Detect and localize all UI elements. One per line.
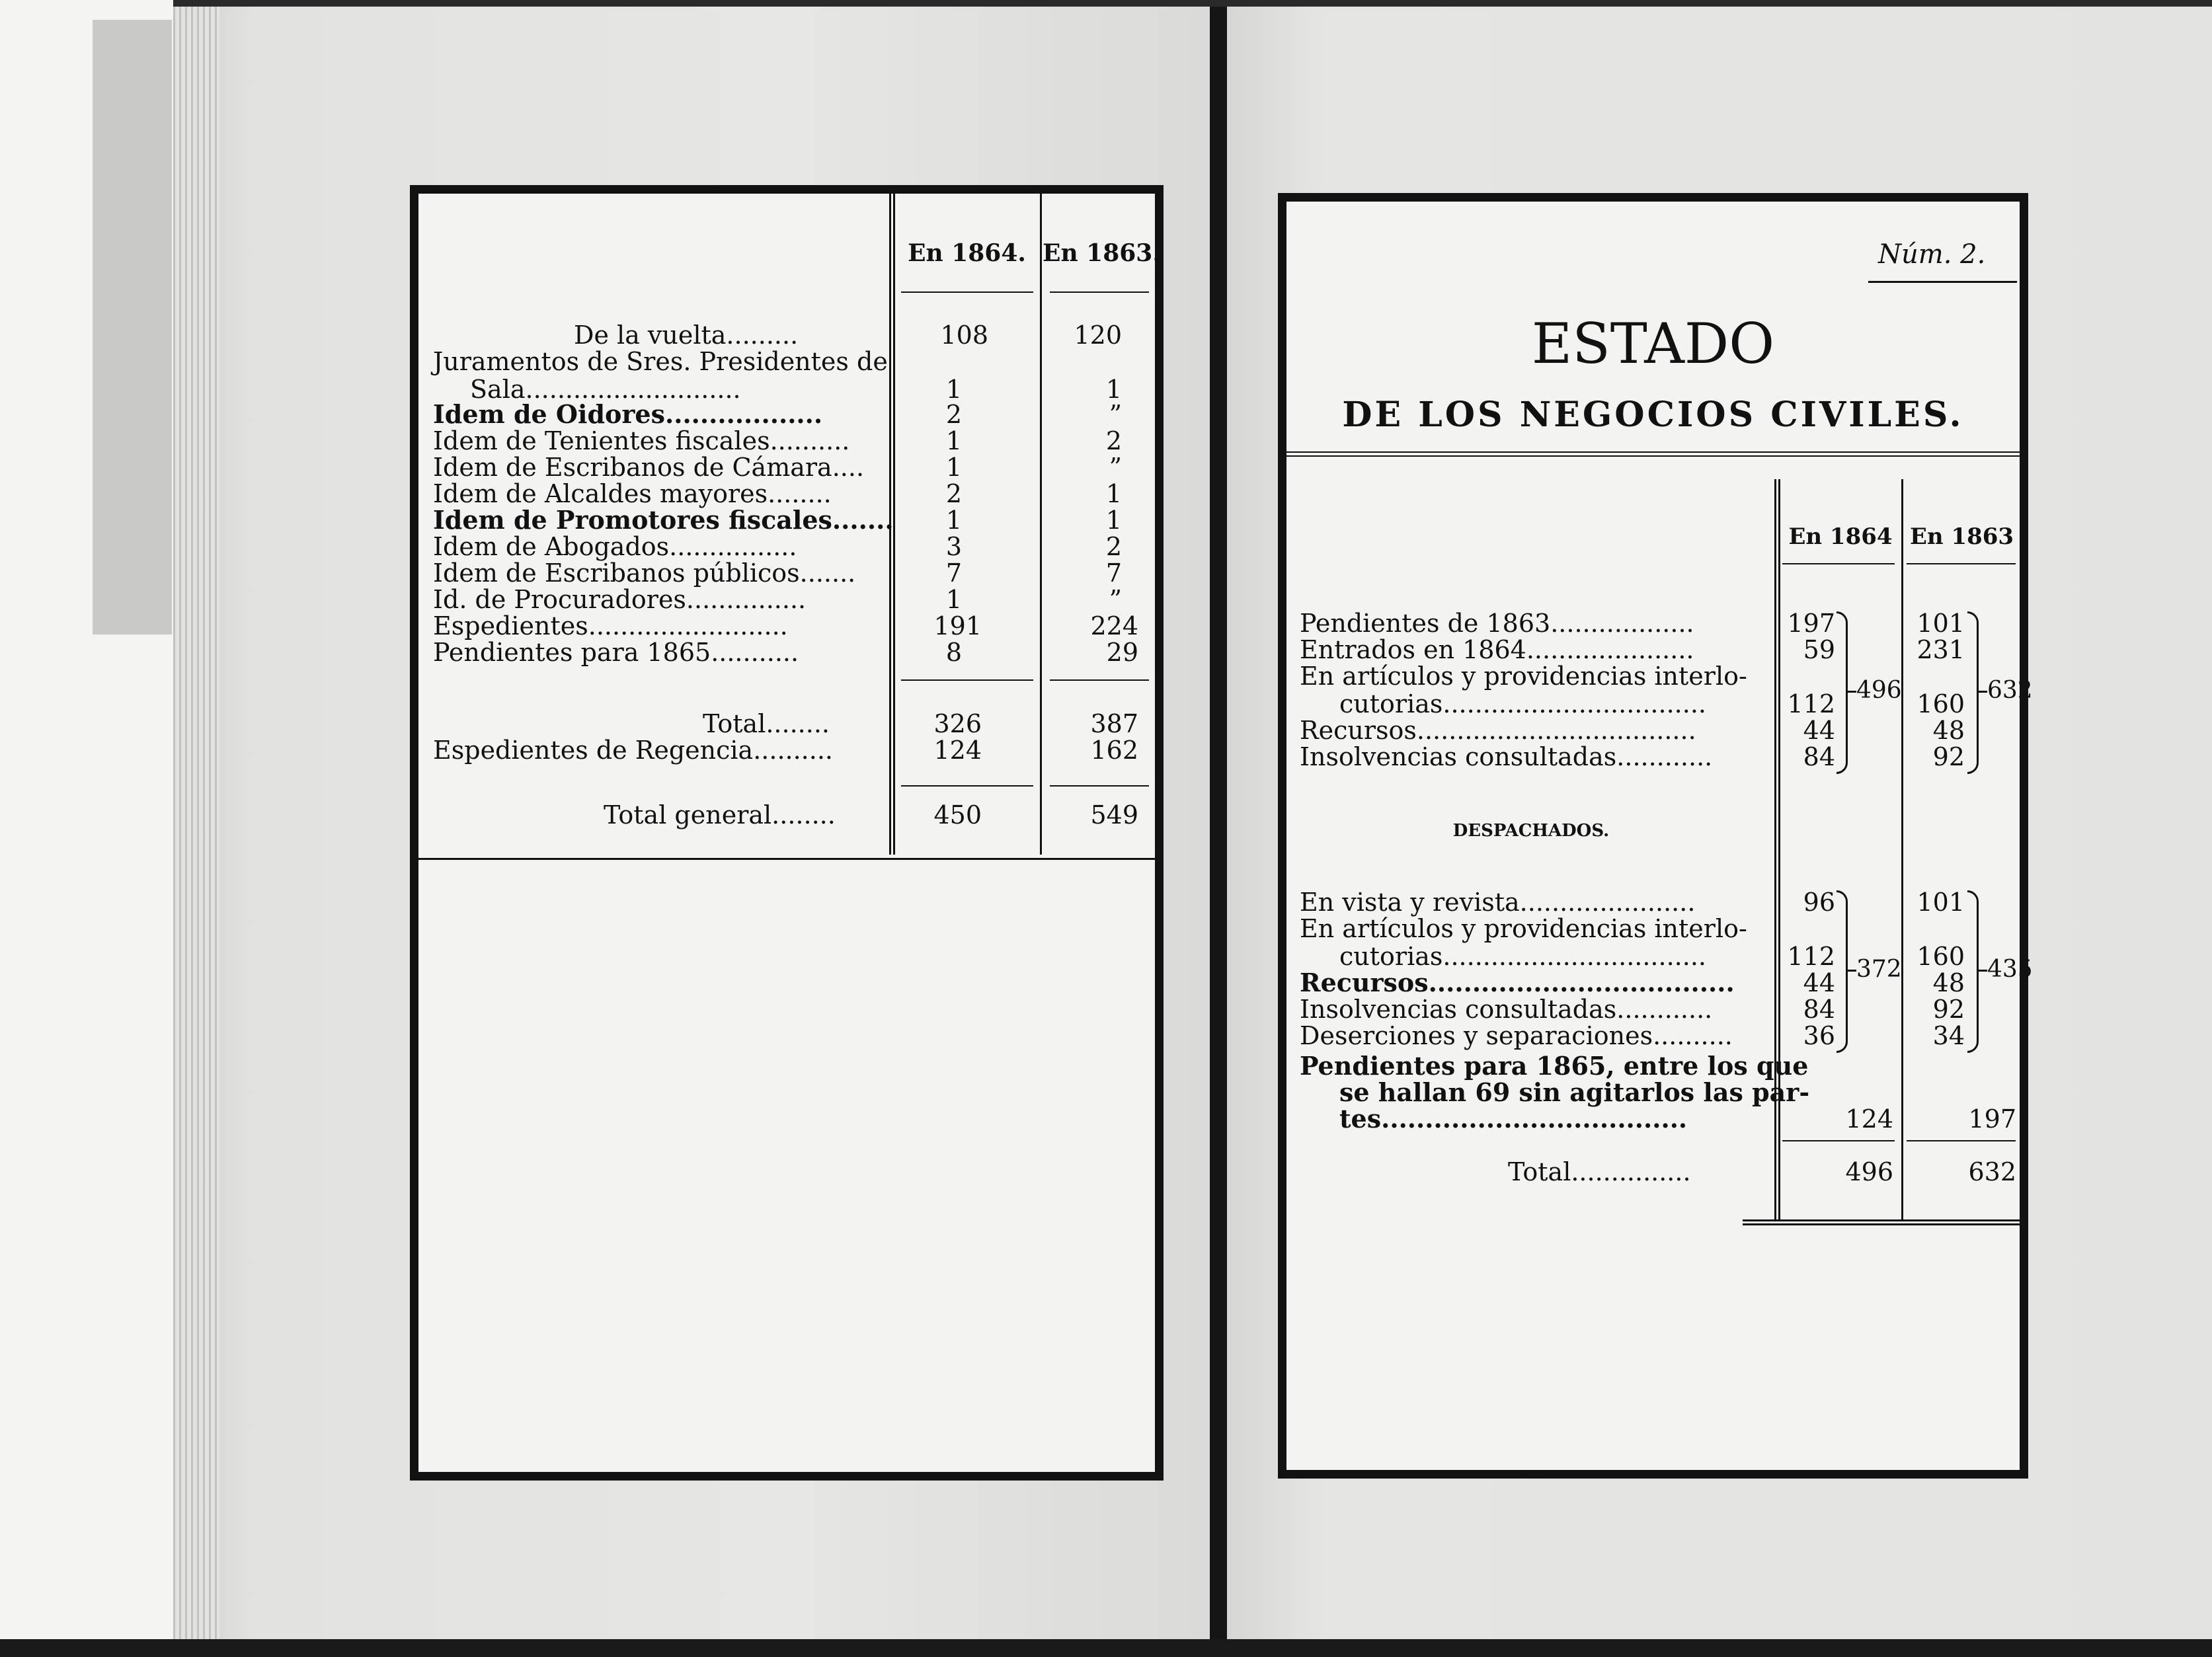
right-bottom-rule <box>1743 1219 2020 1221</box>
row-v1863: 2 <box>1105 532 1122 561</box>
book-gutter <box>1210 0 1227 1657</box>
right-total-rule-1 <box>1782 1140 1895 1141</box>
right-col-divider-2 <box>1901 479 1903 1219</box>
row-v1864: 1 <box>945 585 962 614</box>
despachados-brace-tip-1864 <box>1846 970 1856 972</box>
entrados-row-v1863: 48 <box>1932 716 1965 745</box>
row-label: Idem de Abogados................ <box>433 532 797 561</box>
page-number-rule <box>1868 281 2017 283</box>
despachados-row-label: Insolvencias consultadas............ <box>1300 995 1713 1024</box>
row-v1863: 120 <box>1074 321 1122 350</box>
entrados-row-v1863: 231 <box>1916 635 1965 664</box>
row-v1864: 2 <box>945 400 962 429</box>
right-col-divider-1 <box>1774 479 1776 1219</box>
entrados-row-v1863: 160 <box>1916 689 1965 718</box>
right-header-rule-1 <box>1782 563 1895 564</box>
despachados-row-label: En vista y revista...................... <box>1300 888 1696 917</box>
despachados-row-v1864: 84 <box>1803 995 1835 1024</box>
row-v1864: 1 <box>945 426 962 455</box>
right-table-frame <box>1278 193 2033 1479</box>
entrados-row-label: cutorias................................. <box>1339 689 1706 718</box>
right-col-divider-1b <box>1778 479 1780 1219</box>
entrados-row-v1864: 44 <box>1803 716 1835 745</box>
right-bottom-rule-2 <box>1743 1223 2020 1225</box>
left-regencia-1863: 162 <box>1090 736 1138 765</box>
row-label: Idem de Escribanos públicos....... <box>433 559 856 588</box>
row-label: Idem de Promotores fiscales....... <box>433 505 894 535</box>
row-v1864: 1 <box>945 375 962 404</box>
left-col-divider-2 <box>1040 194 1042 855</box>
entrados-row-label: Pendientes de 1863.................. <box>1300 609 1694 638</box>
right-header-rule-2 <box>1907 563 2016 564</box>
entrados-row-label: Insolvencias consultadas............ <box>1300 742 1713 771</box>
right-top-rule-2 <box>1286 455 2020 457</box>
page-edges <box>173 0 219 1639</box>
entrados-sum-1863: 632 <box>1987 677 2033 704</box>
right-total-rule-2 <box>1907 1140 2016 1141</box>
row-v1863: 1 <box>1105 506 1122 535</box>
left-total-1864: 326 <box>933 709 982 738</box>
left-header-rule-1 <box>901 291 1033 293</box>
entrados-row-label: Entrados en 1864..................... <box>1300 635 1694 664</box>
row-v1864: 8 <box>945 638 962 667</box>
row-label: Idem de Escribanos de Cámara.... <box>433 453 865 482</box>
entrados-brace-1863 <box>1967 611 1979 774</box>
despachados-row-label: cutorias................................. <box>1339 942 1706 971</box>
left-header-rule-2 <box>1050 291 1149 293</box>
left-grand-total-1864: 450 <box>933 800 982 829</box>
row-label: De la vuelta......... <box>574 321 799 350</box>
row-label: Juramentos de Sres. Presidentes de <box>433 347 888 376</box>
row-v1864: 7 <box>945 559 962 588</box>
pendientes-v1863: 197 <box>1968 1104 2016 1134</box>
row-v1864: 3 <box>945 532 962 561</box>
subtitle-negocios: DE LOS NEGOCIOS CIVILES. <box>1342 395 1964 435</box>
left-total-label: Total........ <box>703 709 830 738</box>
entrados-row-v1863: 101 <box>1916 609 1965 638</box>
left-grand-total-1863: 549 <box>1090 800 1138 829</box>
entrados-row-v1863: 92 <box>1932 742 1965 771</box>
left-table-frame <box>410 185 1164 1481</box>
left-grand-total-label: Total general........ <box>604 800 836 829</box>
despachados-brace-1864 <box>1837 890 1848 1053</box>
row-v1864: 1 <box>945 506 962 535</box>
entrados-row-label: En artículos y providencias interlo- <box>1300 662 1747 691</box>
pendientes-line-3: tes................................... <box>1339 1104 1688 1134</box>
despachados-row-v1864: 36 <box>1803 1021 1835 1050</box>
row-label: Id. de Procuradores............... <box>433 585 807 614</box>
row-v1863: 1 <box>1105 375 1122 404</box>
entrados-brace-tip-1864 <box>1846 691 1856 693</box>
left-header-1863: En 1863. <box>1043 239 1161 267</box>
row-v1864: 108 <box>940 321 988 350</box>
pendientes-line-1: Pendientes para 1865, entre los que <box>1300 1051 1809 1081</box>
pendientes-v1864: 124 <box>1845 1104 1893 1134</box>
right-total-1864: 496 <box>1845 1157 1893 1186</box>
left-bottom-rule <box>418 858 1155 860</box>
despachados-row-v1864: 44 <box>1803 968 1835 997</box>
left-regencia-label: Espedientes de Regencia.......... <box>433 736 833 765</box>
section-despachados: DESPACHADOS. <box>1452 821 1610 841</box>
despachados-row-v1863: 160 <box>1916 942 1965 971</box>
pendientes-line-2: se hallan 69 sin agitarlos las par- <box>1339 1077 1810 1107</box>
despachados-row-v1864: 96 <box>1803 888 1835 917</box>
despachados-row-label: En artículos y providencias interlo- <box>1300 914 1747 943</box>
entrados-row-label: Recursos................................... <box>1300 716 1696 745</box>
row-label: Idem de Oidores.................. <box>433 399 823 429</box>
despachados-sum-1864: 372 <box>1856 956 1902 983</box>
scan-top-edge <box>173 0 2212 7</box>
despachados-row-label: Recursos................................... <box>1300 968 1735 997</box>
row-label: Idem de Alcaldes mayores........ <box>433 479 832 508</box>
scan-left-strip <box>93 20 172 635</box>
despachados-row-v1863: 92 <box>1932 995 1965 1024</box>
despachados-brace-tip-1863 <box>1977 970 1987 972</box>
row-v1864: 1 <box>945 453 962 482</box>
entrados-brace-tip-1863 <box>1977 691 1987 693</box>
row-label: Espedientes......................... <box>433 611 788 640</box>
page-number: Núm. 2. <box>1878 239 1986 270</box>
right-header-1863: En 1863 <box>1909 523 2014 550</box>
row-v1863: 224 <box>1090 611 1138 640</box>
despachados-row-v1863: 34 <box>1932 1021 1965 1050</box>
despachados-row-label: Deserciones y separaciones.......... <box>1300 1021 1733 1050</box>
row-v1863: ” <box>1109 585 1122 614</box>
right-top-rule-1 <box>1286 451 2020 453</box>
entrados-row-v1864: 197 <box>1787 609 1835 638</box>
entrados-row-v1864: 84 <box>1803 742 1835 771</box>
right-total-label: Total............... <box>1508 1157 1691 1186</box>
entrados-sum-1864: 496 <box>1856 677 1902 704</box>
left-sum-rule-1 <box>901 679 1033 681</box>
despachados-row-v1863: 101 <box>1916 888 1965 917</box>
row-label: Idem de Tenientes fiscales.......... <box>433 426 850 455</box>
title-estado: ESTADO <box>1531 311 1775 376</box>
entrados-row-v1864: 112 <box>1787 689 1835 718</box>
left-grand-rule-2 <box>1050 785 1149 787</box>
despachados-sum-1863: 435 <box>1987 956 2033 983</box>
right-total-1863: 632 <box>1968 1157 2016 1186</box>
row-v1863: 29 <box>1106 638 1138 667</box>
left-total-1863: 387 <box>1090 709 1138 738</box>
row-label: Sala........................... <box>470 375 741 404</box>
row-v1863: 7 <box>1105 559 1122 588</box>
despachados-row-v1863: 48 <box>1932 968 1965 997</box>
left-header-1864: En 1864. <box>908 239 1026 267</box>
scan-bottom-edge <box>0 1639 2212 1657</box>
row-v1863: 2 <box>1105 426 1122 455</box>
row-v1864: 191 <box>933 611 982 640</box>
row-v1863: 1 <box>1105 479 1122 508</box>
row-label: Pendientes para 1865........... <box>433 638 799 667</box>
right-header-1864: En 1864 <box>1788 523 1893 550</box>
row-v1863: ” <box>1109 453 1122 482</box>
row-v1863: ” <box>1109 400 1122 429</box>
row-v1864: 2 <box>945 479 962 508</box>
entrados-row-v1864: 59 <box>1803 635 1835 664</box>
left-sum-rule-2 <box>1050 679 1149 681</box>
despachados-brace-1863 <box>1967 890 1979 1053</box>
despachados-row-v1864: 112 <box>1787 942 1835 971</box>
entrados-brace-1864 <box>1837 611 1848 774</box>
left-regencia-1864: 124 <box>933 736 982 765</box>
left-grand-rule-1 <box>901 785 1033 787</box>
